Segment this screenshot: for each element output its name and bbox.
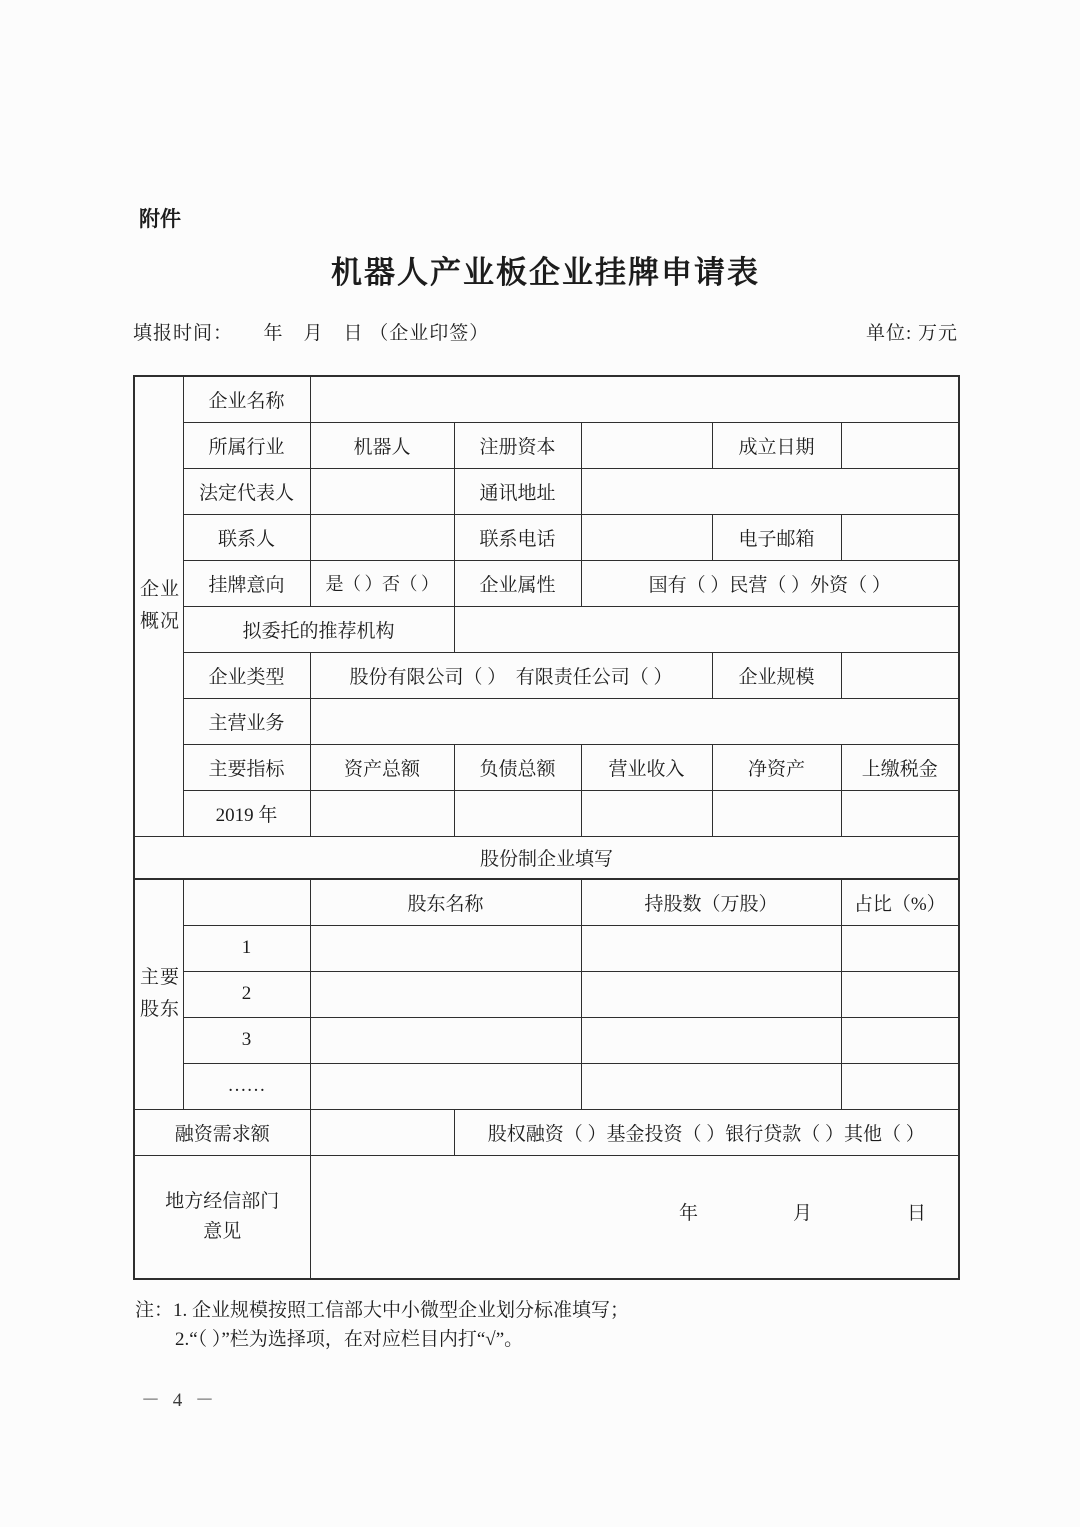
local-opinion-label: [134, 1155, 310, 1279]
contact-field: [310, 514, 454, 560]
founding-date-field: [841, 422, 959, 468]
registered-capital-label: 注册资本: [454, 422, 581, 468]
shareholder-ratio-field: [841, 971, 959, 1017]
overview-side-text: 企业概况: [139, 578, 180, 633]
financing-amount-field: [310, 1109, 454, 1155]
listing-intent-options-text: 是（ ）否（ ）: [325, 574, 439, 594]
form-notes: [133, 1296, 958, 1355]
section-overview-label: [134, 376, 183, 836]
address-field: [581, 468, 959, 514]
shareholders-side-text: 主要股东: [139, 966, 180, 1021]
legal-rep-label: 法定代表人: [183, 468, 310, 514]
indicator-liabilities-field: [454, 790, 581, 836]
form-title: 机器人产业板企业挂牌申请表: [331, 255, 760, 290]
contact-label: 联系人: [183, 514, 310, 560]
note-item-2: 2.“（ ）”栏为选择项，在对应栏目内打“√”。: [175, 1329, 524, 1351]
note-item-1: 1. 企业规模按照工信部大中小微型企业划分标准填写；: [173, 1300, 630, 1321]
shareholder-name-header: 股东名称: [310, 879, 581, 925]
shareholder-shares-header: 持股数（万股）: [581, 879, 841, 925]
indicator-assets-field: [310, 790, 454, 836]
phone-label: 联系电话: [454, 514, 581, 560]
listing-intent-options: [310, 560, 454, 606]
opinion-year-label: 年: [679, 1203, 699, 1225]
local-opinion-label-text: 地方经信部门意见: [165, 1191, 280, 1242]
recommend-org-label: 拟委托的推荐机构: [183, 606, 454, 652]
shareholder-name-field: [310, 1017, 581, 1063]
industry-label: 所属行业: [183, 422, 310, 468]
founding-date-label: 成立日期: [712, 422, 841, 468]
shareholder-name-field: [310, 1063, 581, 1109]
fill-date-line: 填报时间： 年 月 日 （企业印签）: [133, 323, 490, 344]
enterprise-scale-field: [841, 652, 959, 698]
shareholder-index-header: [183, 879, 310, 925]
financing-amount-label: 融资需求额: [134, 1109, 310, 1155]
enterprise-attr-label: 企业属性: [454, 560, 581, 606]
share-section-title: 股份制企业填写: [134, 836, 959, 879]
enterprise-scale-label: 企业规模: [712, 652, 841, 698]
note-prefix: 注：: [135, 1300, 174, 1321]
local-opinion-field: [310, 1155, 959, 1279]
company-name-field: [310, 376, 959, 422]
note-line-1: [135, 1296, 958, 1325]
shareholder-name-field: [310, 925, 581, 971]
industry-value: 机器人: [310, 422, 454, 468]
financing-options-text: 股权融资（ ）基金投资（ ）银行贷款（ ）其他（ ）: [487, 1123, 925, 1145]
enterprise-type-options-text: 股份有限公司（ ） 有限责任公司（ ）: [349, 666, 673, 688]
address-label: 通讯地址: [454, 468, 581, 514]
enterprise-type-label: 企业类型: [183, 652, 310, 698]
registered-capital-field: [581, 422, 712, 468]
phone-field: [581, 514, 712, 560]
shareholder-row-number: 1: [183, 925, 310, 971]
shareholder-shares-field: [581, 925, 841, 971]
indicator-net-assets-field: [712, 790, 841, 836]
indicator-col-net-assets: 净资产: [712, 744, 841, 790]
shareholder-row-number: 3: [183, 1017, 310, 1063]
opinion-day-label: 日: [907, 1203, 927, 1225]
enterprise-type-options: [310, 652, 712, 698]
main-business-label: 主营业务: [183, 698, 310, 744]
email-field: [841, 514, 959, 560]
opinion-month-label: 月: [793, 1203, 813, 1225]
shareholder-name-field: [310, 971, 581, 1017]
shareholder-ratio-field: [841, 925, 959, 971]
indicator-revenue-field: [581, 790, 712, 836]
financing-options: [454, 1109, 959, 1155]
shareholder-shares-field: [581, 971, 841, 1017]
shareholder-ratio-field: [841, 1017, 959, 1063]
indicator-col-tax: 上缴税金: [841, 744, 959, 790]
shareholder-ratio-field: [841, 1063, 959, 1109]
indicator-tax-field: [841, 790, 959, 836]
unit-label: 单位: 万元: [865, 323, 958, 344]
application-table: [133, 375, 960, 1280]
legal-rep-field: [310, 468, 454, 514]
form-meta-row: [133, 318, 958, 345]
attachment-label: 附件: [139, 208, 181, 231]
page-number: － 4 －: [141, 1389, 219, 1411]
indicator-col-liabilities: 负债总额: [454, 744, 581, 790]
main-business-field: [310, 698, 959, 744]
enterprise-attr-options-text: 国有（ ）民营（ ）外资（ ）: [648, 574, 891, 596]
section-shareholders-label: [134, 879, 183, 1109]
shareholder-row-number: 2: [183, 971, 310, 1017]
company-name-label: 企业名称: [183, 376, 310, 422]
opinion-date-line: [315, 1198, 955, 1235]
indicator-year-label: 2019 年: [183, 790, 310, 836]
enterprise-attr-options: [581, 560, 959, 606]
indicator-col-assets: 资产总额: [310, 744, 454, 790]
indicator-col-revenue: 营业收入: [581, 744, 712, 790]
shareholder-shares-field: [581, 1017, 841, 1063]
indicators-label: 主要指标: [183, 744, 310, 790]
listing-intent-label: 挂牌意向: [183, 560, 310, 606]
email-label: 电子邮箱: [712, 514, 841, 560]
recommend-org-field: [454, 606, 959, 652]
shareholder-shares-field: [581, 1063, 841, 1109]
note-line-2: [175, 1325, 958, 1354]
shareholder-row-number: ……: [183, 1063, 310, 1109]
shareholder-ratio-header: 占比（%）: [841, 879, 959, 925]
